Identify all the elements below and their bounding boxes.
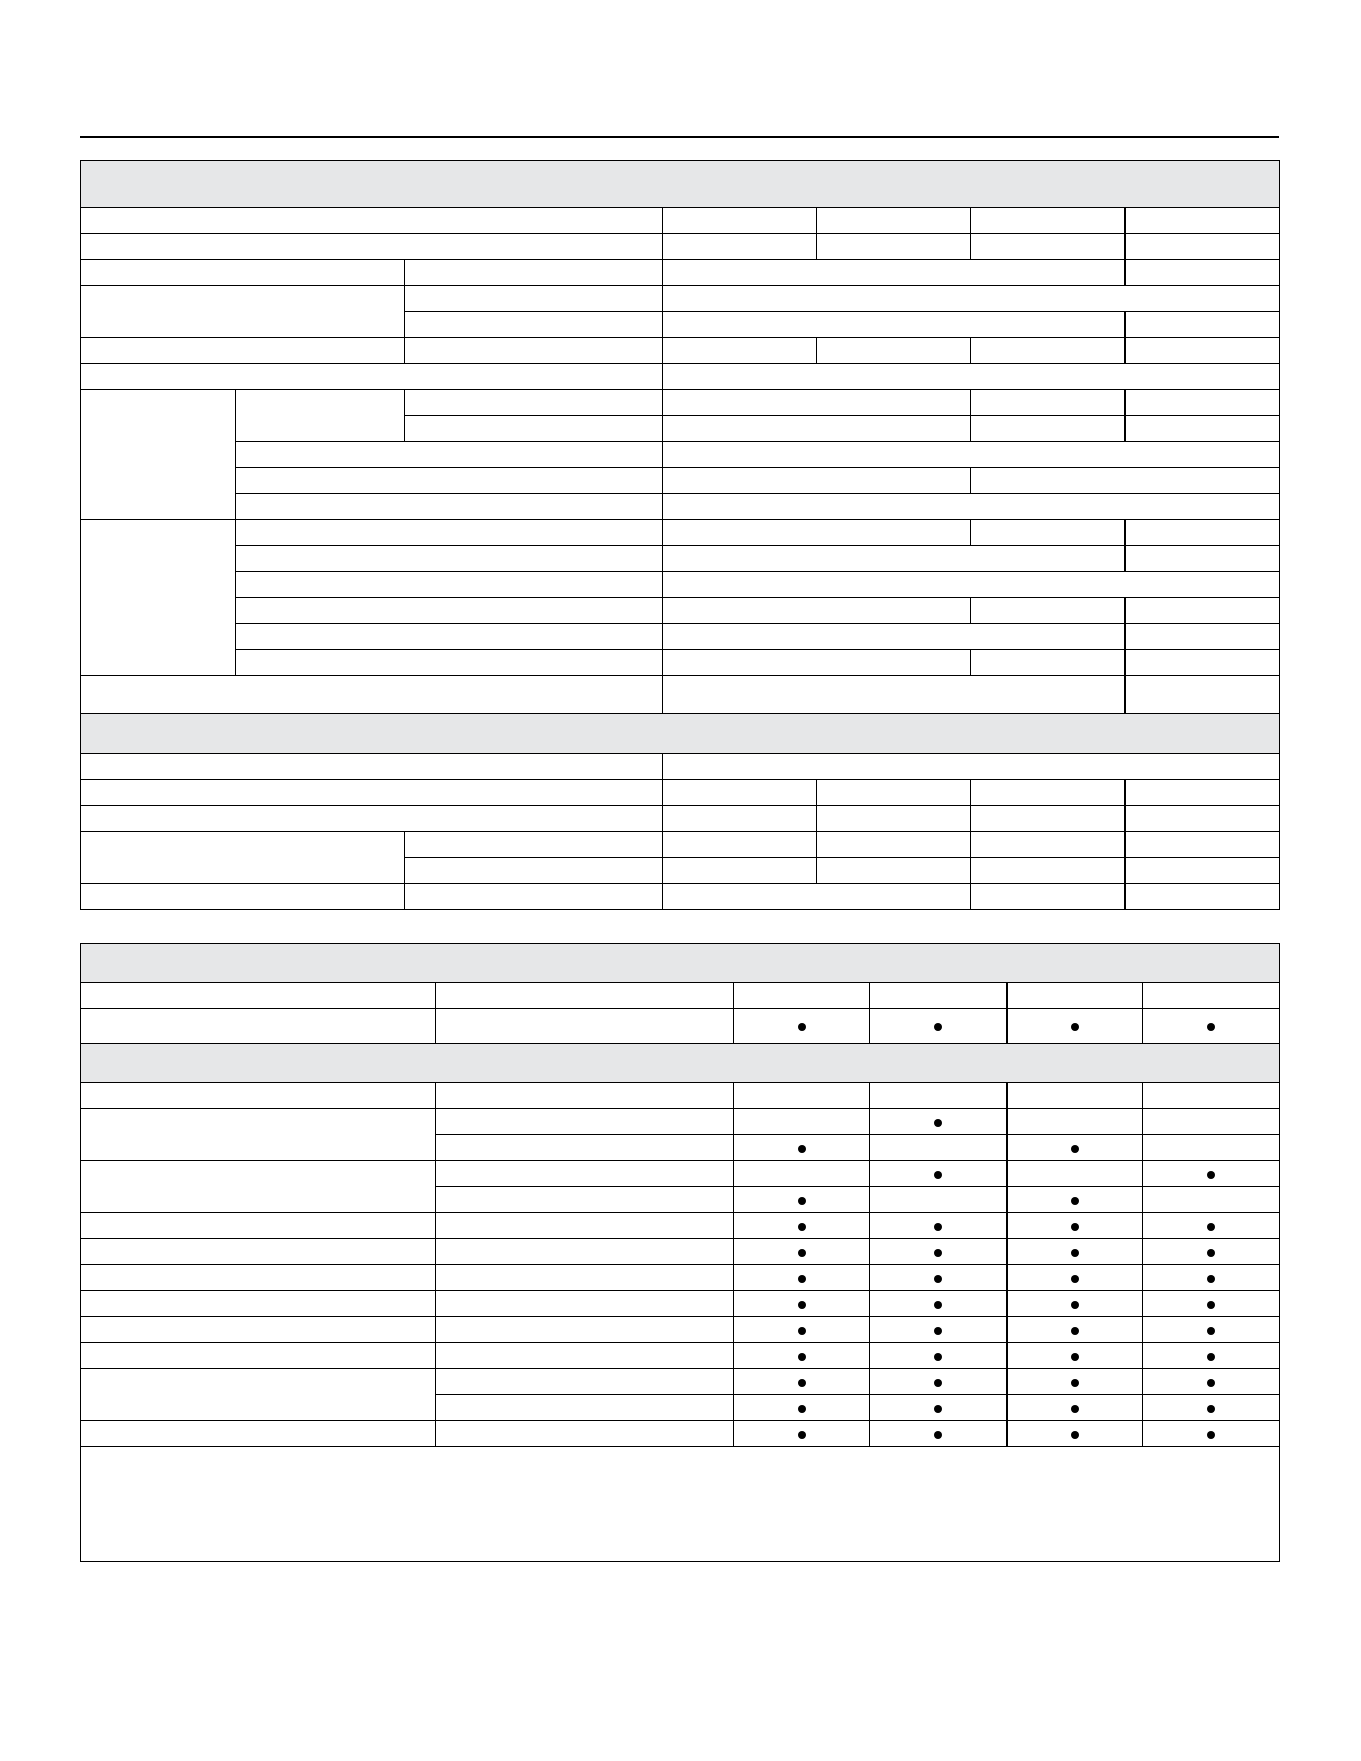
specifications-table (80, 160, 1280, 910)
spec-row (81, 286, 1280, 312)
spec-row (81, 884, 1280, 910)
spec-row (81, 208, 1280, 234)
feature-dot-icon (798, 1023, 806, 1031)
feature-dot-icon (1207, 1405, 1215, 1413)
spec-row (81, 832, 1280, 858)
feature-dot-icon (1207, 1275, 1215, 1283)
feature-dot-icon (934, 1119, 942, 1127)
feature-dot-icon (798, 1431, 806, 1439)
feature-dot-icon (1207, 1431, 1215, 1439)
spec-row (81, 468, 1280, 494)
feature-dot-icon (1207, 1327, 1215, 1335)
feature-dot-icon (1071, 1431, 1079, 1439)
feature-dot-icon (934, 1223, 942, 1231)
feature-dot-icon (1071, 1301, 1079, 1309)
feature-dot-icon (1207, 1223, 1215, 1231)
feature-dot-icon (798, 1353, 806, 1361)
feature-dot-icon (1207, 1301, 1215, 1309)
spec-row (81, 572, 1280, 598)
feature-dot-icon (1071, 1145, 1079, 1153)
spec-row (81, 364, 1280, 390)
feature-dot-icon (1071, 1197, 1079, 1205)
feature-dot-icon (1071, 1327, 1079, 1335)
feature-dot-icon (798, 1249, 806, 1257)
feature-dot-icon (1207, 1379, 1215, 1387)
feature-dot-icon (934, 1431, 942, 1439)
spec-row (81, 494, 1280, 520)
feature-dot-icon (1071, 1249, 1079, 1257)
features-section-header-1 (81, 944, 1280, 983)
feature-dot-icon (934, 1023, 942, 1031)
feature-row (81, 1213, 1280, 1239)
feature-row (81, 1161, 1280, 1187)
feature-dot-icon (1071, 1405, 1079, 1413)
spec-row (81, 546, 1280, 572)
feature-dot-icon (934, 1379, 942, 1387)
feature-dot-icon (934, 1171, 942, 1179)
feature-dot-icon (934, 1275, 942, 1283)
feature-dot-icon (934, 1405, 942, 1413)
spec-section-header-1 (81, 161, 1280, 208)
feature-dot-icon (798, 1275, 806, 1283)
feature-dot-icon (798, 1379, 806, 1387)
spec-row (81, 676, 1280, 714)
feature-row (81, 1421, 1280, 1447)
feature-dot-icon (1071, 1379, 1079, 1387)
feature-dot-icon (934, 1249, 942, 1257)
features-table (80, 943, 1280, 1562)
feature-dot-icon (1207, 1023, 1215, 1031)
feature-row (81, 1343, 1280, 1369)
feature-row (81, 1083, 1280, 1109)
spec-row (81, 754, 1280, 780)
feature-dot-icon (798, 1223, 806, 1231)
feature-row (81, 1317, 1280, 1343)
spec-row (81, 780, 1280, 806)
feature-dot-icon (1207, 1171, 1215, 1179)
spec-row (81, 624, 1280, 650)
spec-row (81, 598, 1280, 624)
feature-dot-icon (798, 1405, 806, 1413)
spec-row (81, 338, 1280, 364)
feature-dot-icon (798, 1145, 806, 1153)
feature-dot-icon (934, 1301, 942, 1309)
spec-row (81, 520, 1280, 546)
feature-row (81, 983, 1280, 1009)
feature-dot-icon (1071, 1223, 1079, 1231)
spec-section-header-2 (81, 714, 1280, 754)
feature-dot-icon (934, 1327, 942, 1335)
spec-row (81, 650, 1280, 676)
feature-dot-icon (1207, 1353, 1215, 1361)
feature-row (81, 1009, 1280, 1044)
feature-row (81, 1291, 1280, 1317)
feature-dot-icon (798, 1197, 806, 1205)
notes-area (81, 1447, 1280, 1562)
spec-row (81, 442, 1280, 468)
top-rule (80, 136, 1279, 138)
feature-dot-icon (934, 1353, 942, 1361)
feature-row (81, 1369, 1280, 1395)
spec-row (81, 234, 1280, 260)
spec-row (81, 260, 1280, 286)
feature-dot-icon (1071, 1353, 1079, 1361)
feature-dot-icon (1071, 1275, 1079, 1283)
features-section-header-2 (81, 1044, 1280, 1083)
feature-row (81, 1109, 1280, 1135)
feature-dot-icon (1207, 1249, 1215, 1257)
spec-row (81, 806, 1280, 832)
feature-dot-icon (798, 1327, 806, 1335)
feature-dot-icon (798, 1301, 806, 1309)
feature-dot-icon (1071, 1023, 1079, 1031)
feature-row (81, 1265, 1280, 1291)
spec-row (81, 390, 1280, 416)
feature-row (81, 1239, 1280, 1265)
